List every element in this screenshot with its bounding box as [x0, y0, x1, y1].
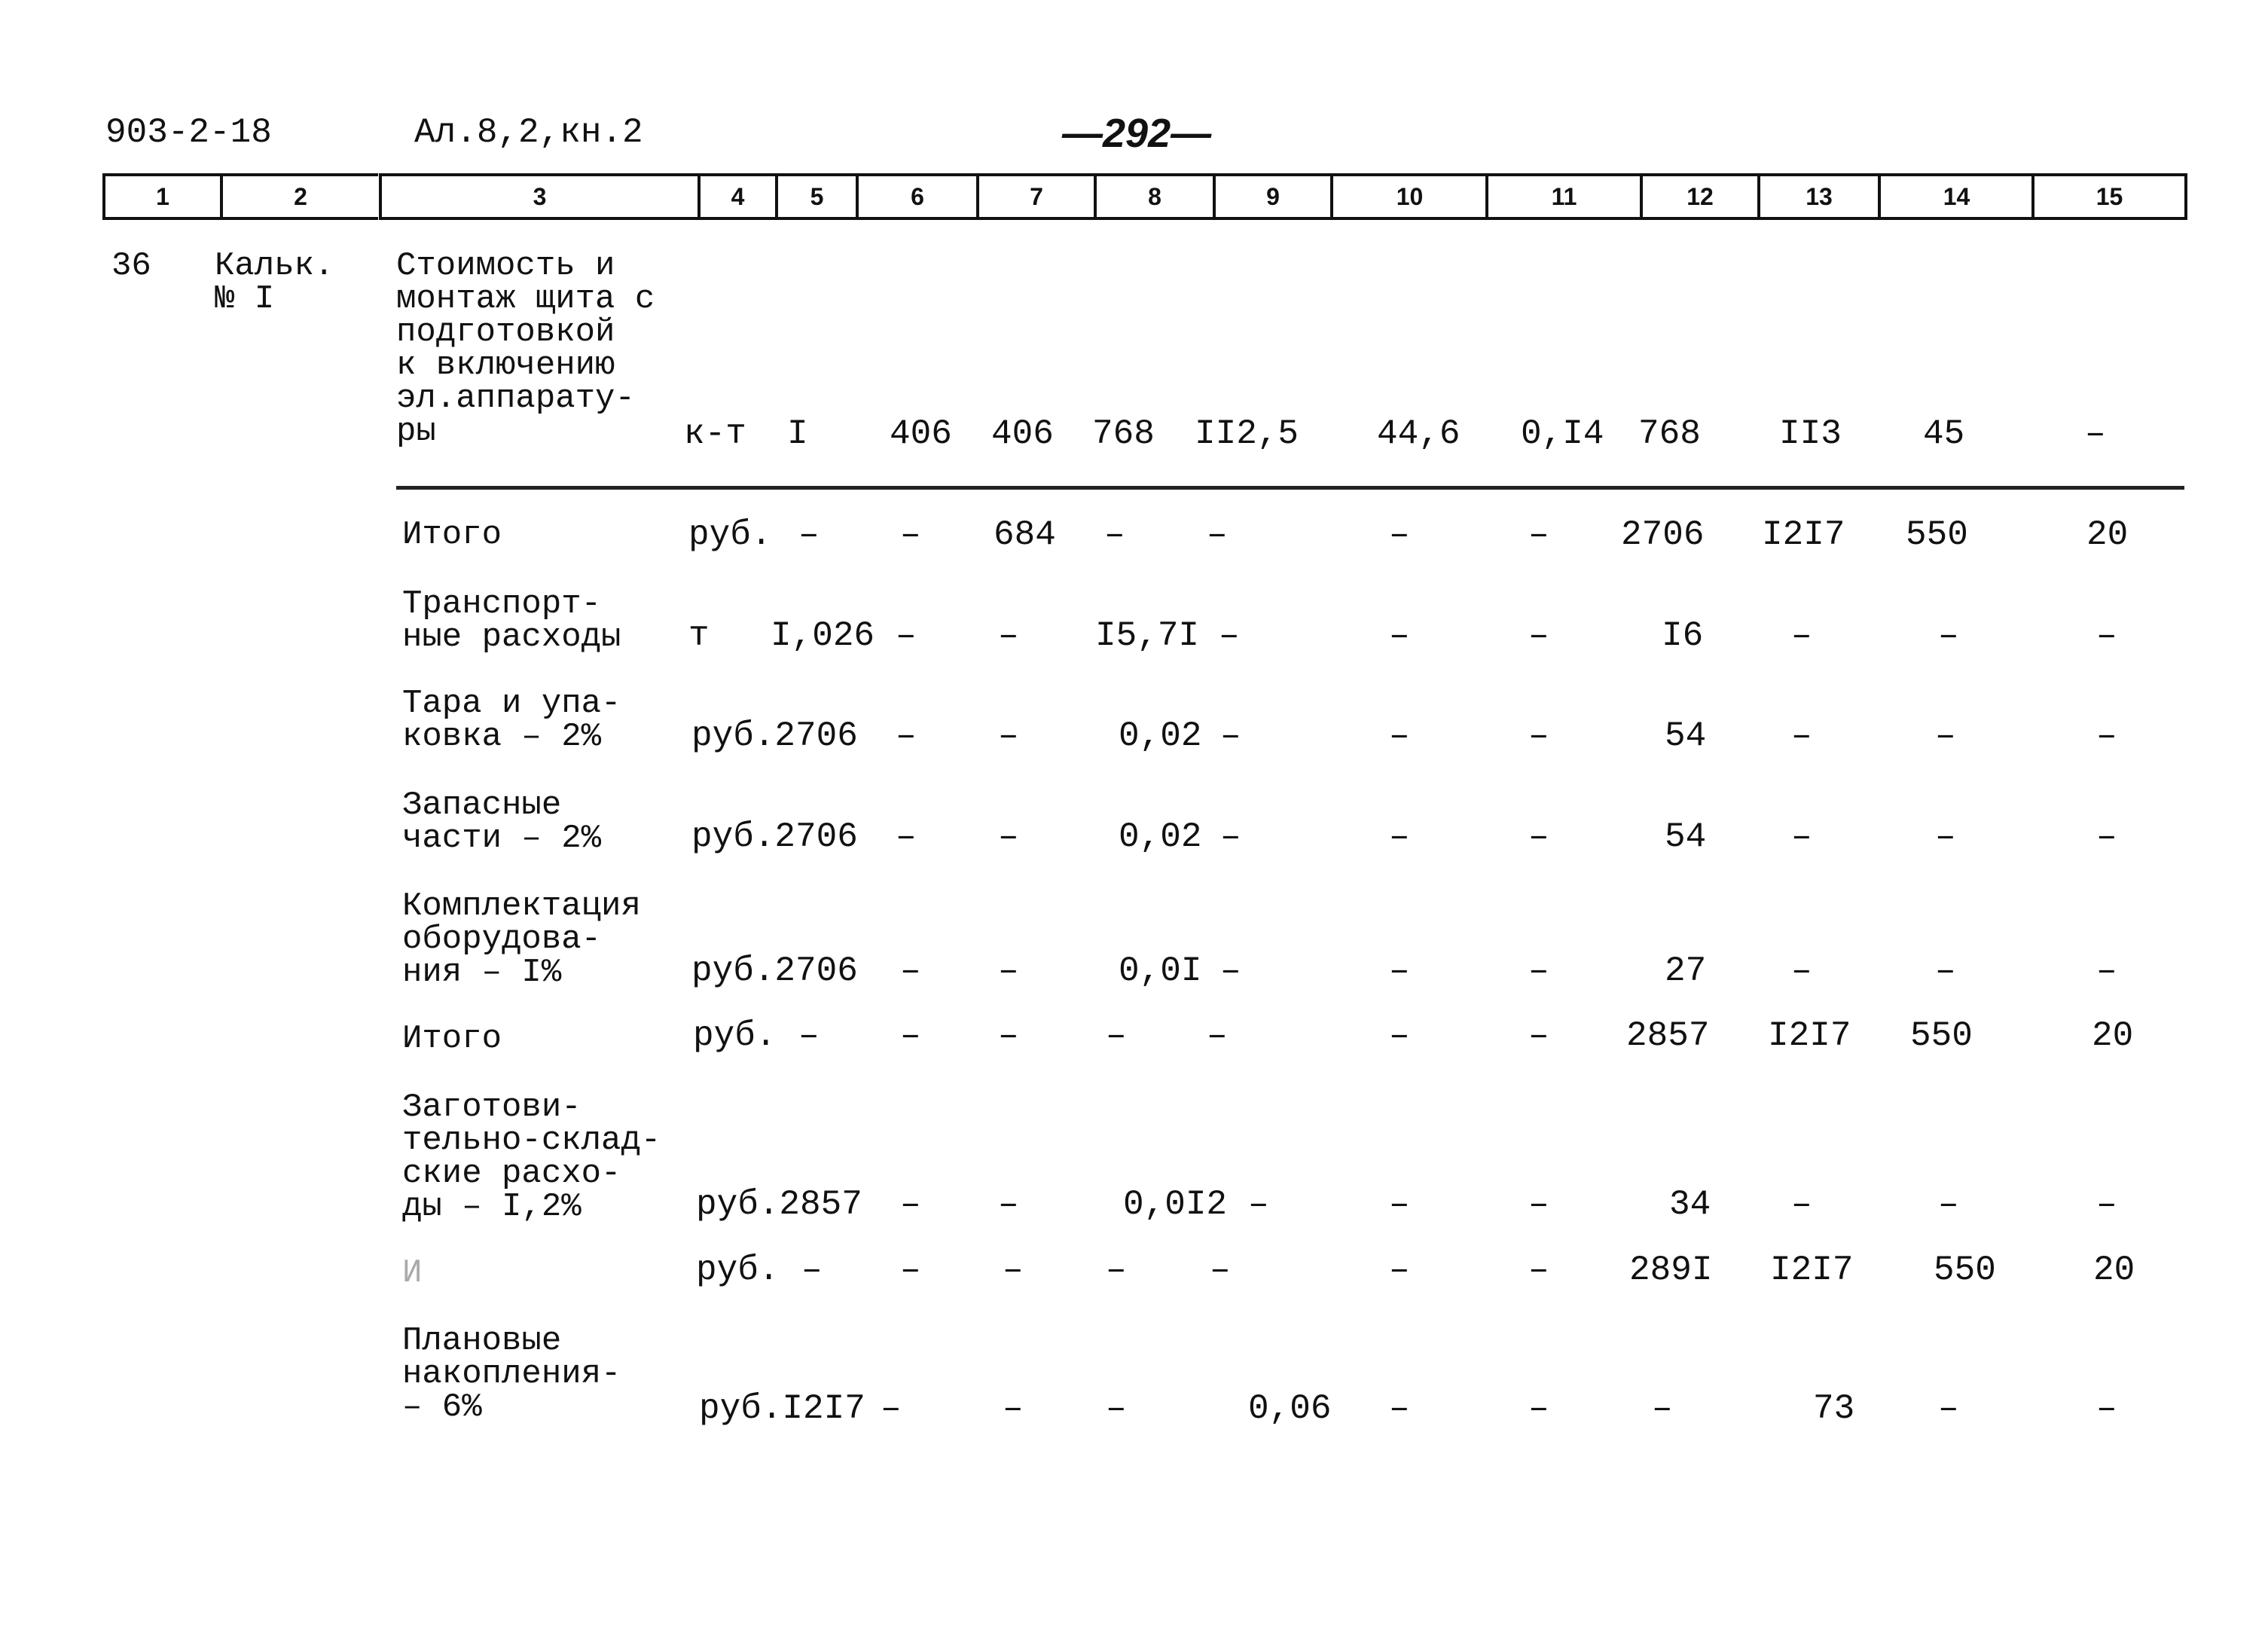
table-cell: I2I7 — [1768, 1016, 1851, 1055]
table-cell: – — [2096, 817, 2117, 857]
table-cell: – — [1210, 1251, 1231, 1290]
table-cell: 0,0I — [1119, 951, 1202, 991]
table-cell: – — [1389, 1185, 1410, 1224]
table-cell: – — [900, 1185, 921, 1224]
table-cell: – — [1106, 1016, 1127, 1055]
column-number-14: 14 — [1878, 173, 2032, 220]
column-number-2: 2 — [220, 173, 378, 220]
table-cell: 289I — [1629, 1251, 1713, 1290]
table-cell: 768 — [1638, 414, 1701, 453]
table-cell: – — [2096, 951, 2117, 991]
table-cell: II3 — [1779, 414, 1842, 453]
table-cell: – — [1003, 1251, 1024, 1290]
column-number-3: 3 — [379, 173, 697, 220]
table-cell: – — [1248, 1185, 1269, 1224]
column-number-9: 9 — [1213, 173, 1330, 220]
table-cell: – — [1003, 1389, 1024, 1428]
table-cell: 0,I4 — [1521, 414, 1604, 453]
row-label: Итого — [402, 516, 502, 554]
column-number-1: 1 — [102, 173, 220, 220]
table-cell: 550 — [1906, 515, 1968, 554]
row-separator-line — [396, 486, 2184, 490]
table-cell: – — [1791, 716, 1812, 756]
table-cell: 0,02 — [1119, 817, 1202, 857]
table-cell: – — [2096, 1185, 2117, 1224]
table-cell: – — [2096, 616, 2117, 655]
table-cell: 550 — [1934, 1251, 1996, 1290]
table-cell: – — [1104, 515, 1125, 554]
table-cell: 27 — [1665, 951, 1707, 991]
table-cell: 2857 — [1626, 1016, 1710, 1055]
table-cell: руб.2857 — [696, 1185, 862, 1224]
table-cell: – — [896, 616, 917, 655]
table-cell: 0,0I2 — [1123, 1185, 1228, 1224]
table-cell: – — [1938, 1185, 1959, 1224]
table-cell: – — [896, 716, 917, 756]
table-cell: I5,7I — [1095, 616, 1200, 655]
table-cell: 54 — [1665, 817, 1707, 857]
table-cell: 2706 — [1621, 515, 1705, 554]
table-cell: 45 — [1923, 414, 1965, 453]
row-label: Транспорт- ные расходы — [402, 585, 621, 656]
column-number-12: 12 — [1640, 173, 1757, 220]
table-cell: – — [1207, 515, 1228, 554]
table-cell: – — [900, 1251, 921, 1290]
table-cell: – — [998, 817, 1019, 857]
table-cell: – — [900, 1016, 921, 1055]
table-cell: – — [2085, 414, 2106, 453]
table-cell: – — [1389, 1016, 1410, 1055]
column-number-10: 10 — [1330, 173, 1486, 220]
table-cell: I,026 — [771, 616, 875, 655]
table-cell: – — [998, 616, 1019, 655]
table-cell: – — [1389, 1251, 1410, 1290]
table-cell: 34 — [1669, 1185, 1711, 1224]
table-cell: руб. — [688, 515, 772, 554]
table-cell: к-т — [684, 414, 746, 453]
table-cell: – — [1791, 616, 1812, 655]
table-cell: 0,06 — [1248, 1389, 1332, 1428]
column-number-11: 11 — [1485, 173, 1640, 220]
table-cell: руб. — [693, 1016, 777, 1055]
column-number-7: 7 — [976, 173, 1094, 220]
table-cell: – — [896, 817, 917, 857]
table-cell: I2I7 — [1762, 515, 1845, 554]
table-cell: – — [798, 1016, 820, 1055]
row-label: Тара и упа- ковка – 2% — [402, 685, 621, 756]
table-cell: – — [1106, 1251, 1127, 1290]
table-cell: – — [1652, 1389, 1673, 1428]
table-cell: – — [1528, 817, 1549, 857]
table-cell: – — [1220, 716, 1241, 756]
table-cell: 44,6 — [1377, 414, 1461, 453]
table-cell: – — [1528, 1389, 1549, 1428]
table-cell: I6 — [1662, 616, 1704, 655]
column-number-8: 8 — [1094, 173, 1213, 220]
table-cell: – — [1389, 817, 1410, 857]
column-number-5: 5 — [775, 173, 856, 220]
table-cell: – — [1389, 716, 1410, 756]
table-cell: – — [1207, 1016, 1228, 1055]
table-cell: – — [1935, 951, 1956, 991]
table-cell: 73 — [1813, 1389, 1855, 1428]
table-cell: – — [1935, 716, 1956, 756]
row-label: Комплектация оборудова- ния – I% — [402, 887, 641, 991]
table-cell: 20 — [2092, 1016, 2134, 1055]
table-cell: – — [1528, 1185, 1549, 1224]
table-cell: – — [1791, 1185, 1812, 1224]
table-cell: 20 — [2093, 1251, 2135, 1290]
column-number-6: 6 — [856, 173, 976, 220]
table-cell: – — [1791, 817, 1812, 857]
table-cell: – — [1528, 716, 1549, 756]
document-code: 903-2-18 — [105, 113, 272, 152]
table-cell: – — [1219, 616, 1240, 655]
table-cell: – — [998, 1016, 1019, 1055]
table-cell: I — [787, 414, 808, 453]
table-cell: – — [2096, 716, 2117, 756]
table-cell: – — [1528, 1016, 1549, 1055]
table-cell: – — [1935, 817, 1956, 857]
table-cell: – — [1938, 616, 1959, 655]
table-cell: – — [1528, 1251, 1549, 1290]
table-cell: – — [1938, 1389, 1959, 1428]
table-cell: 684 — [994, 515, 1056, 554]
table-cell: – — [1389, 616, 1410, 655]
table-cell: – — [1528, 616, 1549, 655]
table-cell: I2I7 — [1770, 1251, 1854, 1290]
table-cell: 768 — [1092, 414, 1155, 453]
page-number: —292— — [1062, 111, 1212, 156]
row-label: Итого — [402, 1020, 502, 1058]
table-cell: – — [1389, 515, 1410, 554]
table-cell: 406 — [890, 414, 952, 453]
table-cell: – — [900, 951, 921, 991]
table-cell: – — [798, 515, 820, 554]
column-number-15: 15 — [2031, 173, 2187, 220]
table-cell: – — [1220, 951, 1241, 991]
row-label: Плановые накопления- – 6% — [402, 1322, 621, 1426]
table-cell: – — [2096, 1389, 2117, 1428]
table-cell: 406 — [991, 414, 1054, 453]
table-cell: 54 — [1665, 716, 1707, 756]
table-cell: 550 — [1910, 1016, 1973, 1055]
album-reference: Ал.8,2,кн.2 — [414, 113, 643, 152]
table-cell: т — [688, 616, 710, 655]
table-cell: – — [998, 951, 1019, 991]
table-cell: руб. — [696, 1251, 780, 1290]
table-cell: – — [1389, 1389, 1410, 1428]
table-cell: руб.2706 — [691, 716, 858, 756]
table-cell: руб.I2I7 — [699, 1389, 865, 1428]
table-cell: – — [1528, 951, 1549, 991]
table-cell: – — [881, 1389, 902, 1428]
row-label: Запасные части – 2% — [402, 786, 602, 857]
table-cell: II2,5 — [1195, 414, 1299, 453]
table-cell: – — [998, 1185, 1019, 1224]
table-cell: – — [1528, 515, 1549, 554]
row-label: Заготови- тельно-склад- ские расхо- ды – I,2% — [402, 1089, 661, 1226]
table-cell: – — [1220, 817, 1241, 857]
column-number-4: 4 — [697, 173, 775, 220]
column-number-13: 13 — [1757, 173, 1878, 220]
table-cell: 20 — [2086, 515, 2129, 554]
row-number: 36 — [111, 247, 151, 285]
table-cell: – — [998, 716, 1019, 756]
table-cell: руб.2706 — [691, 951, 858, 991]
table-cell: – — [801, 1251, 823, 1290]
row-label: И — [402, 1254, 423, 1292]
row-label: Стоимость и монтаж щита с подготовкой к включению эл.аппарату- ры — [396, 247, 655, 450]
row-basis: Кальк. № I — [215, 247, 334, 318]
table-cell: – — [900, 515, 921, 554]
table-cell: 0,02 — [1119, 716, 1202, 756]
table-cell: – — [1389, 951, 1410, 991]
table-cell: – — [1106, 1389, 1127, 1428]
table-cell: руб.2706 — [691, 817, 858, 857]
table-cell: – — [1791, 951, 1812, 991]
